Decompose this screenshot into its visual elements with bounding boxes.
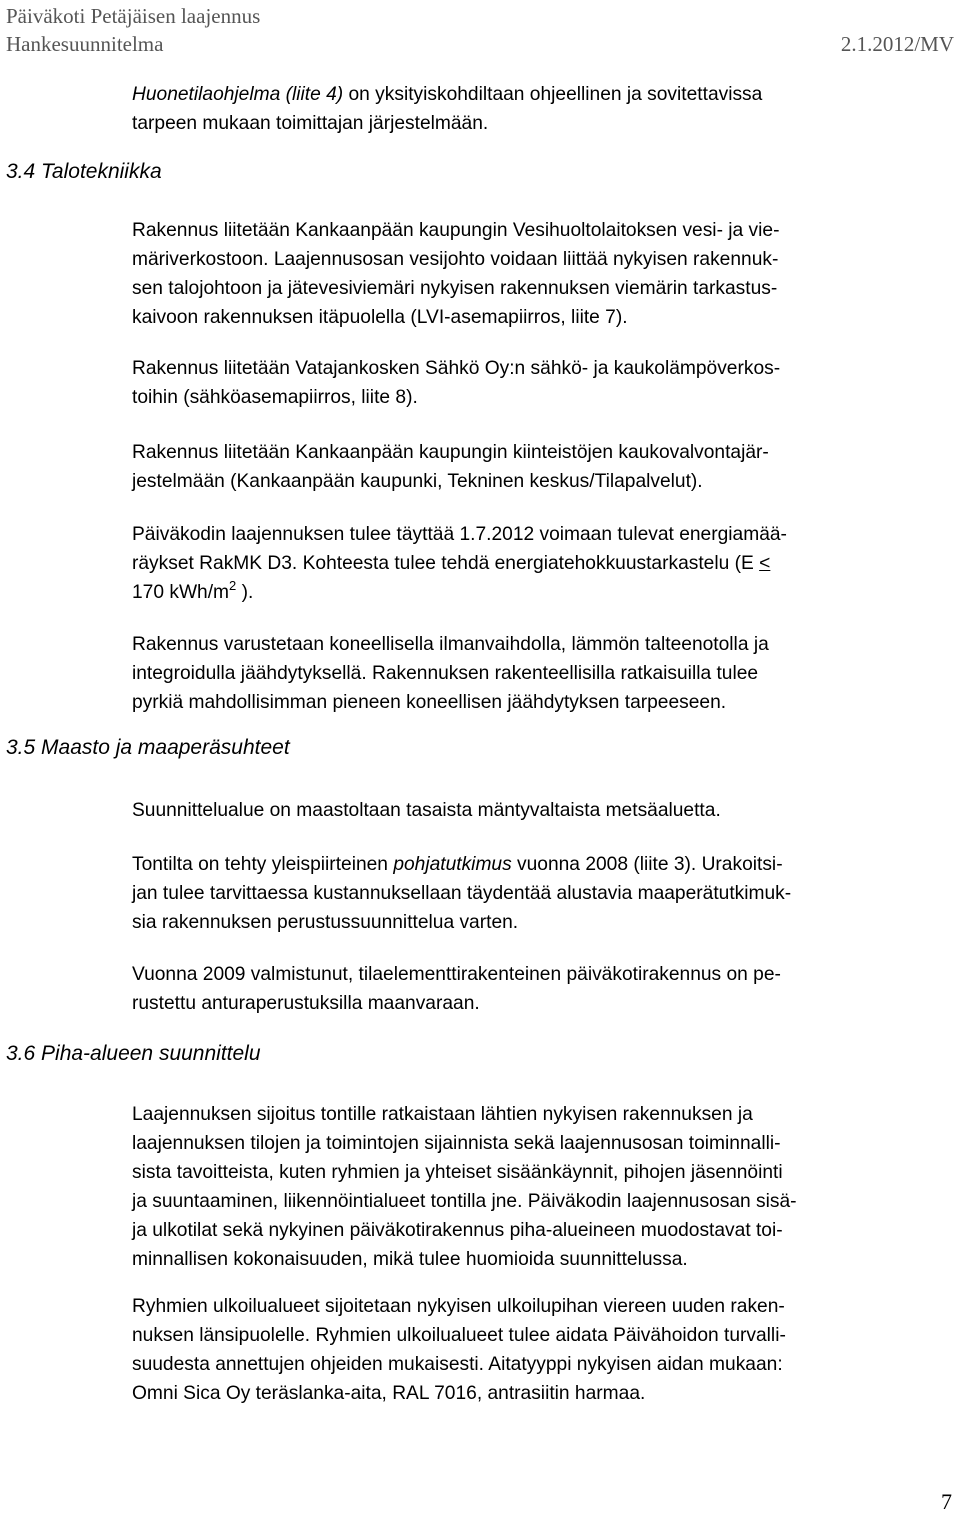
paragraph-outdoor-areas: Ryhmien ulkoilualueet sijoitetaan nykyisen ulkoilupihan viereen uuden raken- nuksen länsipuolelle. Ryhmien ulkoilualueet tulee aidata Päivähoidon turvalli- suudesta annettujen ohjeiden mukaisesti. Aitatyyppi nykyisen aidan mukaan: Omni Sica Oy teräslanka-aita, RAL 7016, antrasiitin harmaa. — [132, 1296, 786, 1404]
section-heading-3-5: 3.5 Maasto ja maaperäsuhteet — [6, 736, 290, 759]
intro-line2: tarpeen mukaan toimittajan järjestelmään. — [132, 113, 489, 134]
header-date: 2.1.2012/MV — [840, 32, 954, 56]
intro-rest: on yksityiskohdiltaan ohjeellinen ja sovitettavissa — [343, 84, 763, 105]
paragraph-foundation: Vuonna 2009 valmistunut, tilaelementtirakenteinen päiväkotirakennus on pe- rustettu anturaperustuksilla maanvaraan. — [132, 964, 781, 1014]
intro-emphasis: Huonetilaohjelma (liite 4) — [132, 84, 344, 105]
paragraph-siting: Laajennuksen sijoitus tontille ratkaistaan lähtien nykyisen rakennuksen ja laajennuksen tilojen ja toimintojen sijainnista sekä laajennusosan toiminnalli- sista tavoitteista, kuten ryhmien ja yhteiset sisäänkäynnit, pihojen jäsennöinti ja suuntaaminen, liikennöintialueet tontilla jne. Päiväkodin laajennusosan sisä- ja ulkotilat sekä nykyinen päiväkotirakennus piha-alueineen muodostavat toi- minnallisen kokonaisuuden, mikä tulee huomioida suunnittelussa. — [132, 1104, 797, 1270]
header-doc-type: Hankesuunnitelma — [6, 32, 164, 56]
superscript-2: 2 — [229, 578, 237, 593]
less-than-sign: < — [759, 553, 771, 574]
paragraph-terrain: Suunnittelualue on maastoltaan tasaista mäntyvaltaista metsäaluetta. — [132, 800, 721, 821]
intro-paragraph — [132, 80, 932, 138]
paragraph-soil-survey: Tontilta on tehty yleispiirteinen pohjatutkimus vuonna 2008 (liite 3). Urakoitsi- jan tulee tarvittaessa kustannuksellaan täydentää alustavia maaperätutkimuk- sia rakennuksen perustussuunnittelua varten. — [132, 854, 792, 933]
section-heading-3-6: 3.6 Piha-alueen suunnittelu — [6, 1042, 261, 1065]
page-number: 7 — [941, 1489, 952, 1514]
emphasis-pohjatutkimus: pohjatutkimus — [393, 854, 512, 875]
header-org: Päiväkoti Petäjäisen laajennus — [6, 4, 261, 28]
paragraph-water: Rakennus liitetään Kankaanpään kaupungin Vesihuoltolaitoksen vesi- ja vie- märiverkostoon. Laajennusosan vesijohto voidaan liittää nykyisen rakennuk- sen talojohtoon ja jätevesiviemäri nykyisen rakennuksen viemärin tarkastus- kaivoon rakennuksen itäpuolella (LVI-asemapiirros, liite 7). — [132, 220, 780, 328]
paragraph-electricity: Rakennus liitetään Vatajankosken Sähkö Oy:n sähkö- ja kaukolämpöverkos- toihin (sähköasemapiirros, liite 8). — [132, 358, 781, 408]
paragraph-monitoring: Rakennus liitetään Kankaanpään kaupungin kiinteistöjen kaukovalvontajär- jestelmään (Kankaanpään kaupunki, Tekninen keskus/Tilapalvelut). — [132, 442, 769, 492]
paragraph-ventilation: Rakennus varustetaan koneellisella ilmanvaihdolla, lämmön talteenotolla ja integroidulla jäähdytyksellä. Rakennuksen rakenteellisilla ratkaisuilla tulee pyrkiä mahdollisimman pieneen koneellisen jäähdytyksen tarpeeseen. — [132, 634, 769, 713]
section-heading-3-4: 3.4 Talotekniikka — [6, 160, 162, 183]
paragraph-energy: Päiväkodin laajennuksen tulee täyttää 1.7.2012 voimaan tulevat energiamää- räykset RakMK D3. Kohteesta tulee tehdä energiatehokkuustarkastelu (E < 170 kWh/$m^2$ ). — [132, 524, 787, 603]
